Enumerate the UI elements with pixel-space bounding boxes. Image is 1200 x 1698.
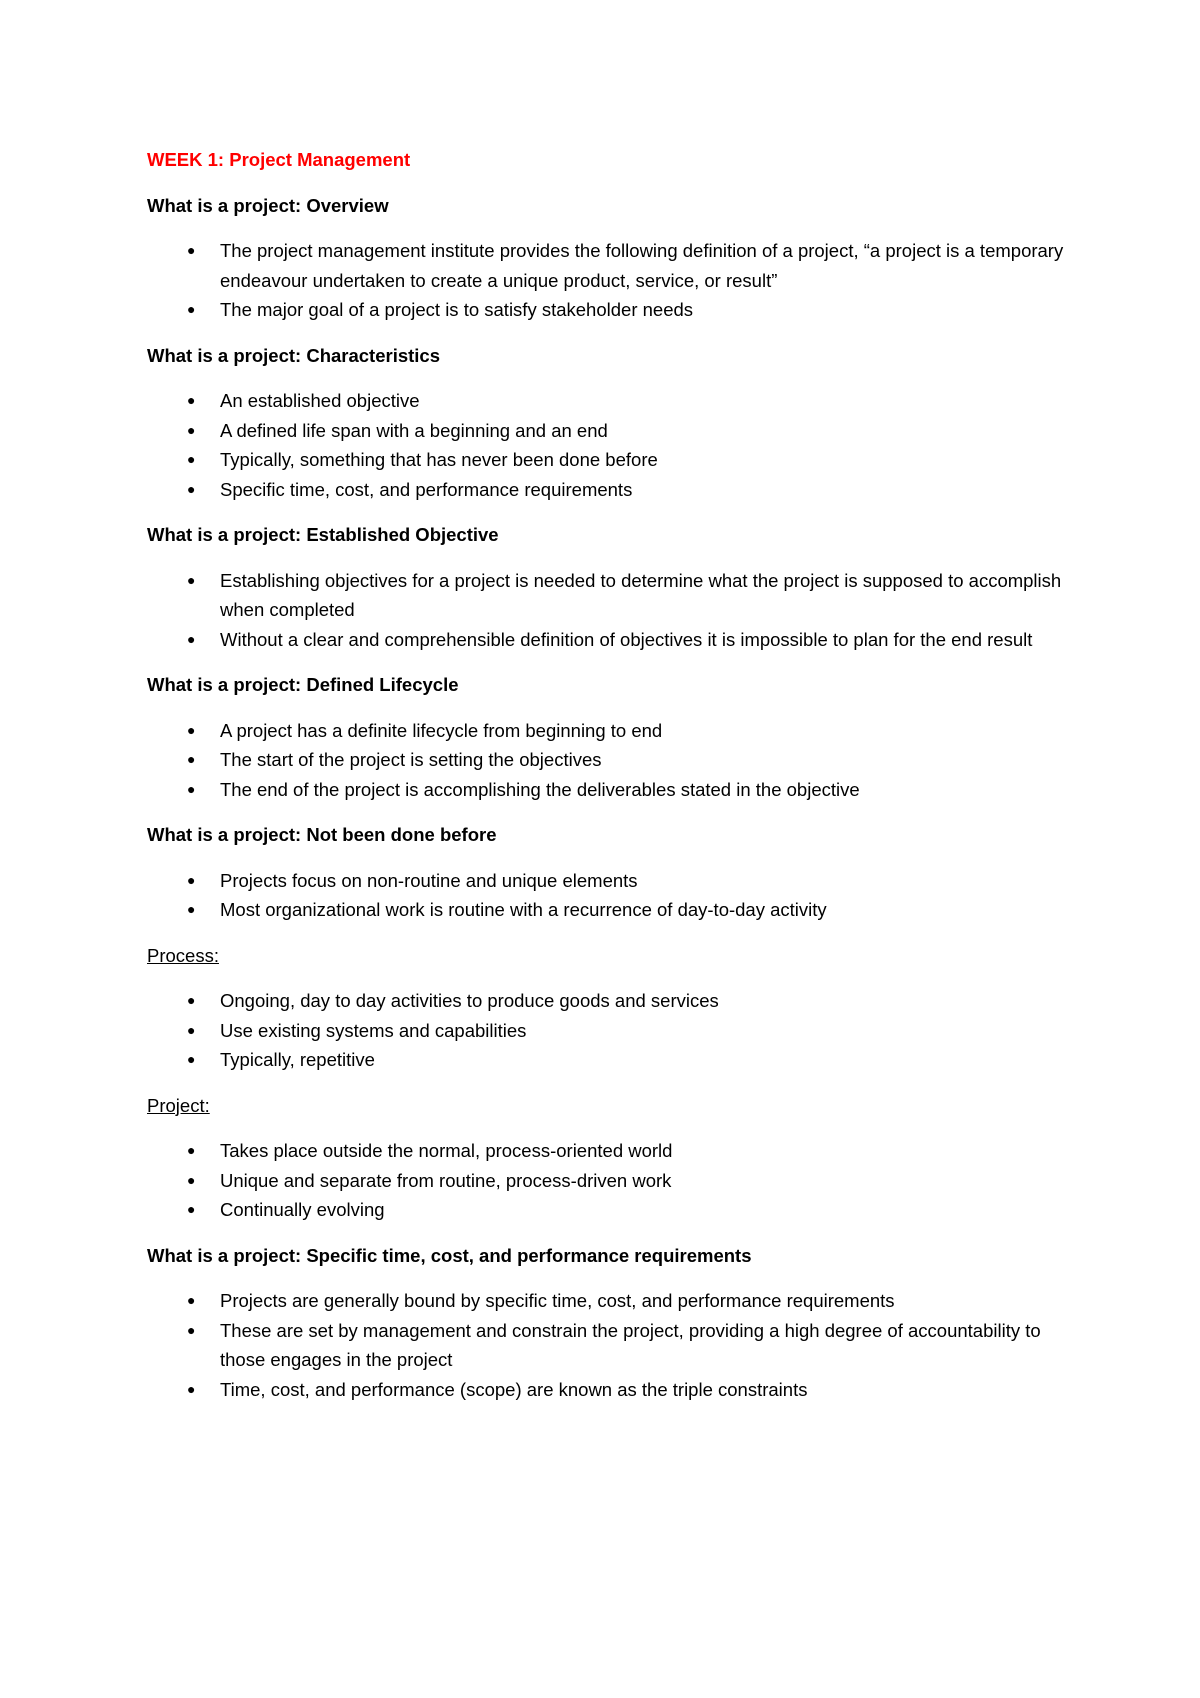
list-item: ● Ongoing, day to day activities to produce goods and services (147, 986, 1067, 1016)
bullet-icon: ● (187, 301, 196, 317)
bullet-icon: ● (187, 451, 196, 467)
bullet-icon: ● (187, 871, 196, 888)
section-defined-lifecycle (147, 670, 1067, 804)
bullet-list (147, 716, 1067, 805)
bullet-icon: ● (187, 1321, 196, 1338)
list-item: ● These are set by management and constrain the project, providing a high degree of accountability to those engages in the project (147, 1316, 1067, 1375)
bullet-icon: ● (187, 1051, 196, 1067)
bullet-list (147, 386, 1067, 504)
bullet-list (147, 236, 1067, 325)
bullet-icon: ● (187, 392, 196, 408)
document-page (147, 145, 1067, 1420)
bullet-icon: ● (187, 751, 196, 767)
bullet-icon: ● (187, 901, 196, 917)
section-heading: What is a project: Characteristics (147, 344, 441, 366)
list-item: ● Projects focus on non-routine and unique elements (147, 866, 1067, 896)
bullet-list (147, 1136, 1067, 1225)
section-process (147, 941, 1067, 1075)
bullet-icon: ● (187, 1201, 196, 1217)
bullet-icon: ● (187, 1292, 196, 1308)
list-item: ● An established objective (147, 386, 1067, 416)
section-heading: What is a project: Defined Lifecycle (147, 674, 459, 695)
section-heading: What is a project: Not been done before (147, 824, 497, 845)
section-heading: Project: (147, 1094, 210, 1116)
section-not-been-done-before (147, 820, 1067, 925)
bullet-icon: ● (187, 571, 196, 588)
bullet-icon: ● (187, 1171, 196, 1188)
list-item: ● The project management institute provides the following definition of a project, “a project is a temporary endeavour undertaken to create a unique product, service, or result” (147, 236, 1067, 295)
bullet-icon: ● (187, 1142, 196, 1158)
list-item: ● The end of the project is accomplishing the deliverables stated in the objective (147, 775, 1067, 805)
bullet-icon: ● (187, 992, 196, 1008)
list-item: ● Typically, something that has never been done before (147, 445, 1067, 475)
bullet-icon: ● (187, 780, 196, 797)
bullet-list (147, 986, 1067, 1075)
list-item: ● Establishing objectives for a project is needed to determine what the project is supposed to accomplish when completed (147, 566, 1067, 625)
list-item: ● Takes place outside the normal, process-oriented world (147, 1136, 1067, 1166)
section-characteristics (147, 341, 1067, 505)
bullet-icon: ● (187, 480, 196, 497)
bullet-icon: ● (187, 721, 196, 738)
section-established-objective (147, 520, 1067, 654)
list-item: ● Use existing systems and capabilities (147, 1016, 1067, 1046)
list-item: ● Without a clear and comprehensible definition of objectives it is impossible to plan for the end result (147, 625, 1067, 655)
bullet-list (147, 866, 1067, 925)
bullet-icon: ● (187, 1380, 196, 1397)
bullet-icon: ● (187, 242, 196, 258)
list-item: ● Specific time, cost, and performance requirements (147, 475, 1067, 505)
bullet-list (147, 566, 1067, 655)
list-item: ● A project has a definite lifecycle from beginning to end (147, 716, 1067, 746)
list-item: ● A defined life span with a beginning and an end (147, 416, 1067, 446)
section-overview (147, 191, 1067, 325)
bullet-icon: ● (187, 1021, 196, 1038)
section-heading: What is a project: Specific time, cost, and performance requirements (147, 1244, 752, 1266)
section-specific-requirements (147, 1241, 1067, 1405)
document-title: WEEK 1: Project Management (147, 149, 411, 170)
section-heading: Process: (147, 944, 219, 966)
list-item: ● The start of the project is setting the objectives (147, 745, 1067, 775)
list-item: ● Most organizational work is routine with a recurrence of day-to-day activity (147, 895, 1067, 925)
list-item: ● Unique and separate from routine, process-driven work (147, 1166, 1067, 1196)
list-item: ● Typically, repetitive (147, 1045, 1067, 1075)
bullet-icon: ● (187, 421, 196, 438)
bullet-icon: ● (187, 630, 196, 647)
list-item: ● Time, cost, and performance (scope) are known as the triple constraints (147, 1375, 1067, 1405)
list-item: ● Continually evolving (147, 1195, 1067, 1225)
section-heading: What is a project: Overview (147, 194, 389, 216)
section-heading: What is a project: Established Objective (147, 524, 499, 545)
list-item: ● The major goal of a project is to satisfy stakeholder needs (147, 295, 1067, 325)
section-project (147, 1091, 1067, 1225)
list-item: ● Projects are generally bound by specific time, cost, and performance requirements (147, 1286, 1067, 1316)
bullet-list (147, 1286, 1067, 1404)
